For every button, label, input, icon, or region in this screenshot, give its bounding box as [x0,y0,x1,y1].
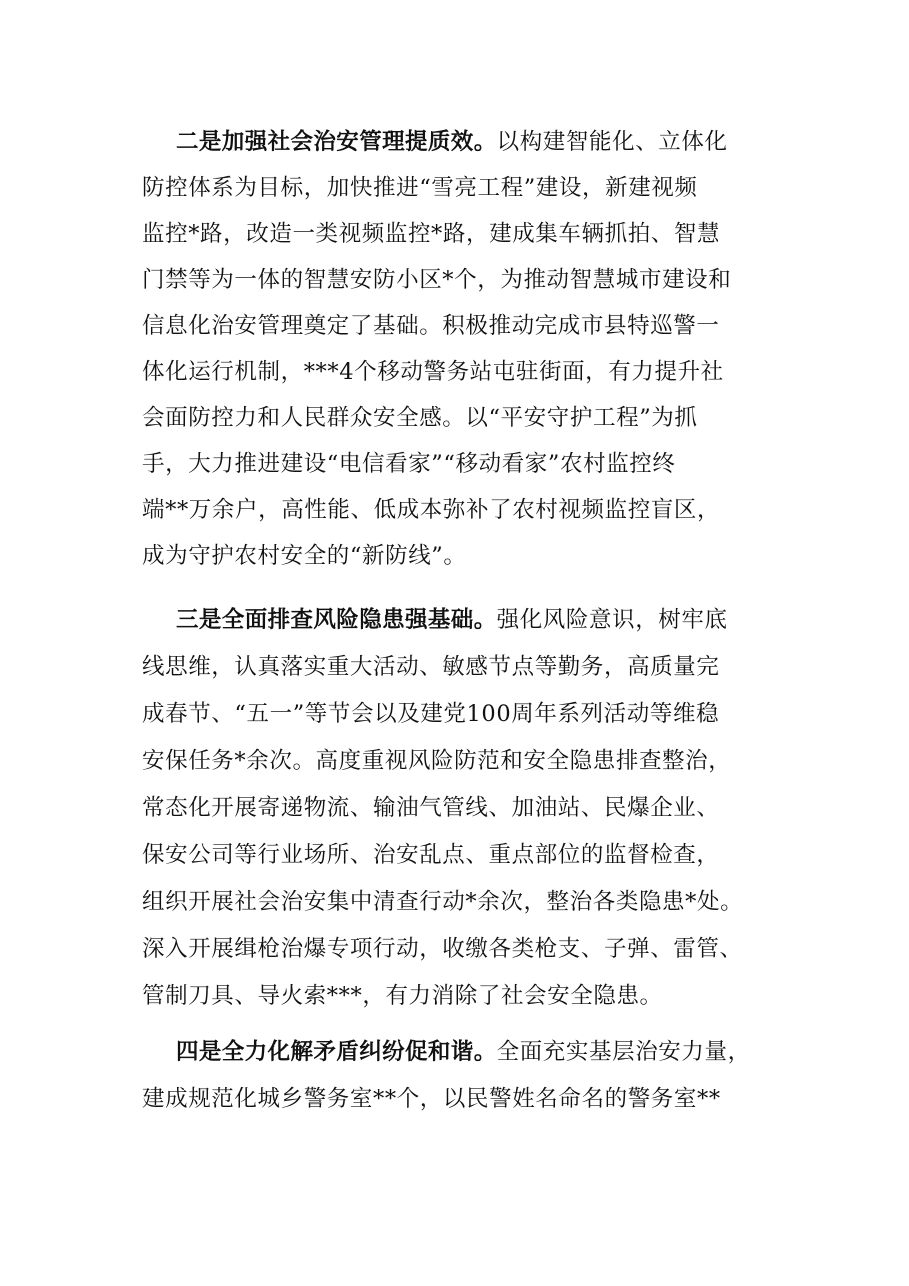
paragraph-1-text: 以构建智能化、立体化 [496,129,728,155]
paragraph-2-line-5: 常态化开展寄递物流、输油气管线、加油站、民爆企业、 [142,795,720,821]
paragraph-2-line-2: 线思维，认真落实重大活动、敏感节点等勤务，高质量完 [142,654,720,680]
paragraph-2-line-8: 深入开展缉枪治爆专项行动，收缴各类枪支、子弹、雷管、 [142,936,743,962]
paragraph-1-line-8: 手，大力推进建设“电信看家”“移动看家”农村监控终 [142,451,676,477]
paragraph-1-line-5: 信息化治安管理奠定了基础。积极推动完成市县特巡警一 [142,313,720,339]
paragraph-1-line-2: 防控体系为目标，加快推进“雪亮工程”建设，新建视频 [142,175,698,201]
paragraph-2-line-9: 管制刀具、导火索***，有力消除了社会安全隐患。 [142,983,663,1009]
paragraph-2-line-3: 成春节、“五一”等节会以及建党100周年系列活动等维稳 [142,701,720,727]
paragraph-3-heading: 四是全力化解矛盾纠纷促和谐。 [176,1039,497,1065]
paragraph-1-line-4: 门禁等为一体的智慧安防小区*个，为推动智慧城市建设和 [142,267,732,293]
paragraph-1-line-7: 会面防控力和人民群众安全感。以“平安守护工程”为抓 [142,405,698,431]
paragraph-3-line-2: 建成规范化城乡警务室**个，以民警姓名命名的警务室** [142,1086,721,1112]
paragraph-2-line-7: 组织开展社会治安集中清查行动*余次，整治各类隐患*处。 [142,889,744,915]
paragraph-1-line-9: 端**万余户，高性能、低成本弥补了农村视频监控盲区， [142,497,721,523]
paragraph-1-heading: 二是加强社会治安管理提质效。 [176,129,497,155]
paragraph-3-line-1 [176,1030,751,1074]
paragraph-2-text: 强化风险意识，树牢底 [496,607,728,633]
paragraph-2-line-6: 保安公司等行业场所、治安乱点、重点部位的监督检查， [142,842,720,868]
paragraph-1-line-10: 成为守护农村安全的“新防线”。 [142,543,467,569]
paragraph-3-text: 全面充实基层治安力量， [496,1039,751,1065]
paragraph-1-line-1 [176,120,728,164]
paragraph-1-line-6: 体化运行机制，***4个移动警务站屯驻街面，有力提升社 [142,359,724,385]
paragraph-2-heading: 三是全面排查风险隐患强基础。 [176,607,497,633]
paragraph-2-line-1 [176,598,728,642]
paragraph-2-line-4: 安保任务*余次。高度重视风险防范和安全隐患排查整治， [142,748,732,774]
paragraph-1-line-3: 监控*路，改造一类视频监控*路，建成集车辆抓拍、智慧 [142,221,721,247]
